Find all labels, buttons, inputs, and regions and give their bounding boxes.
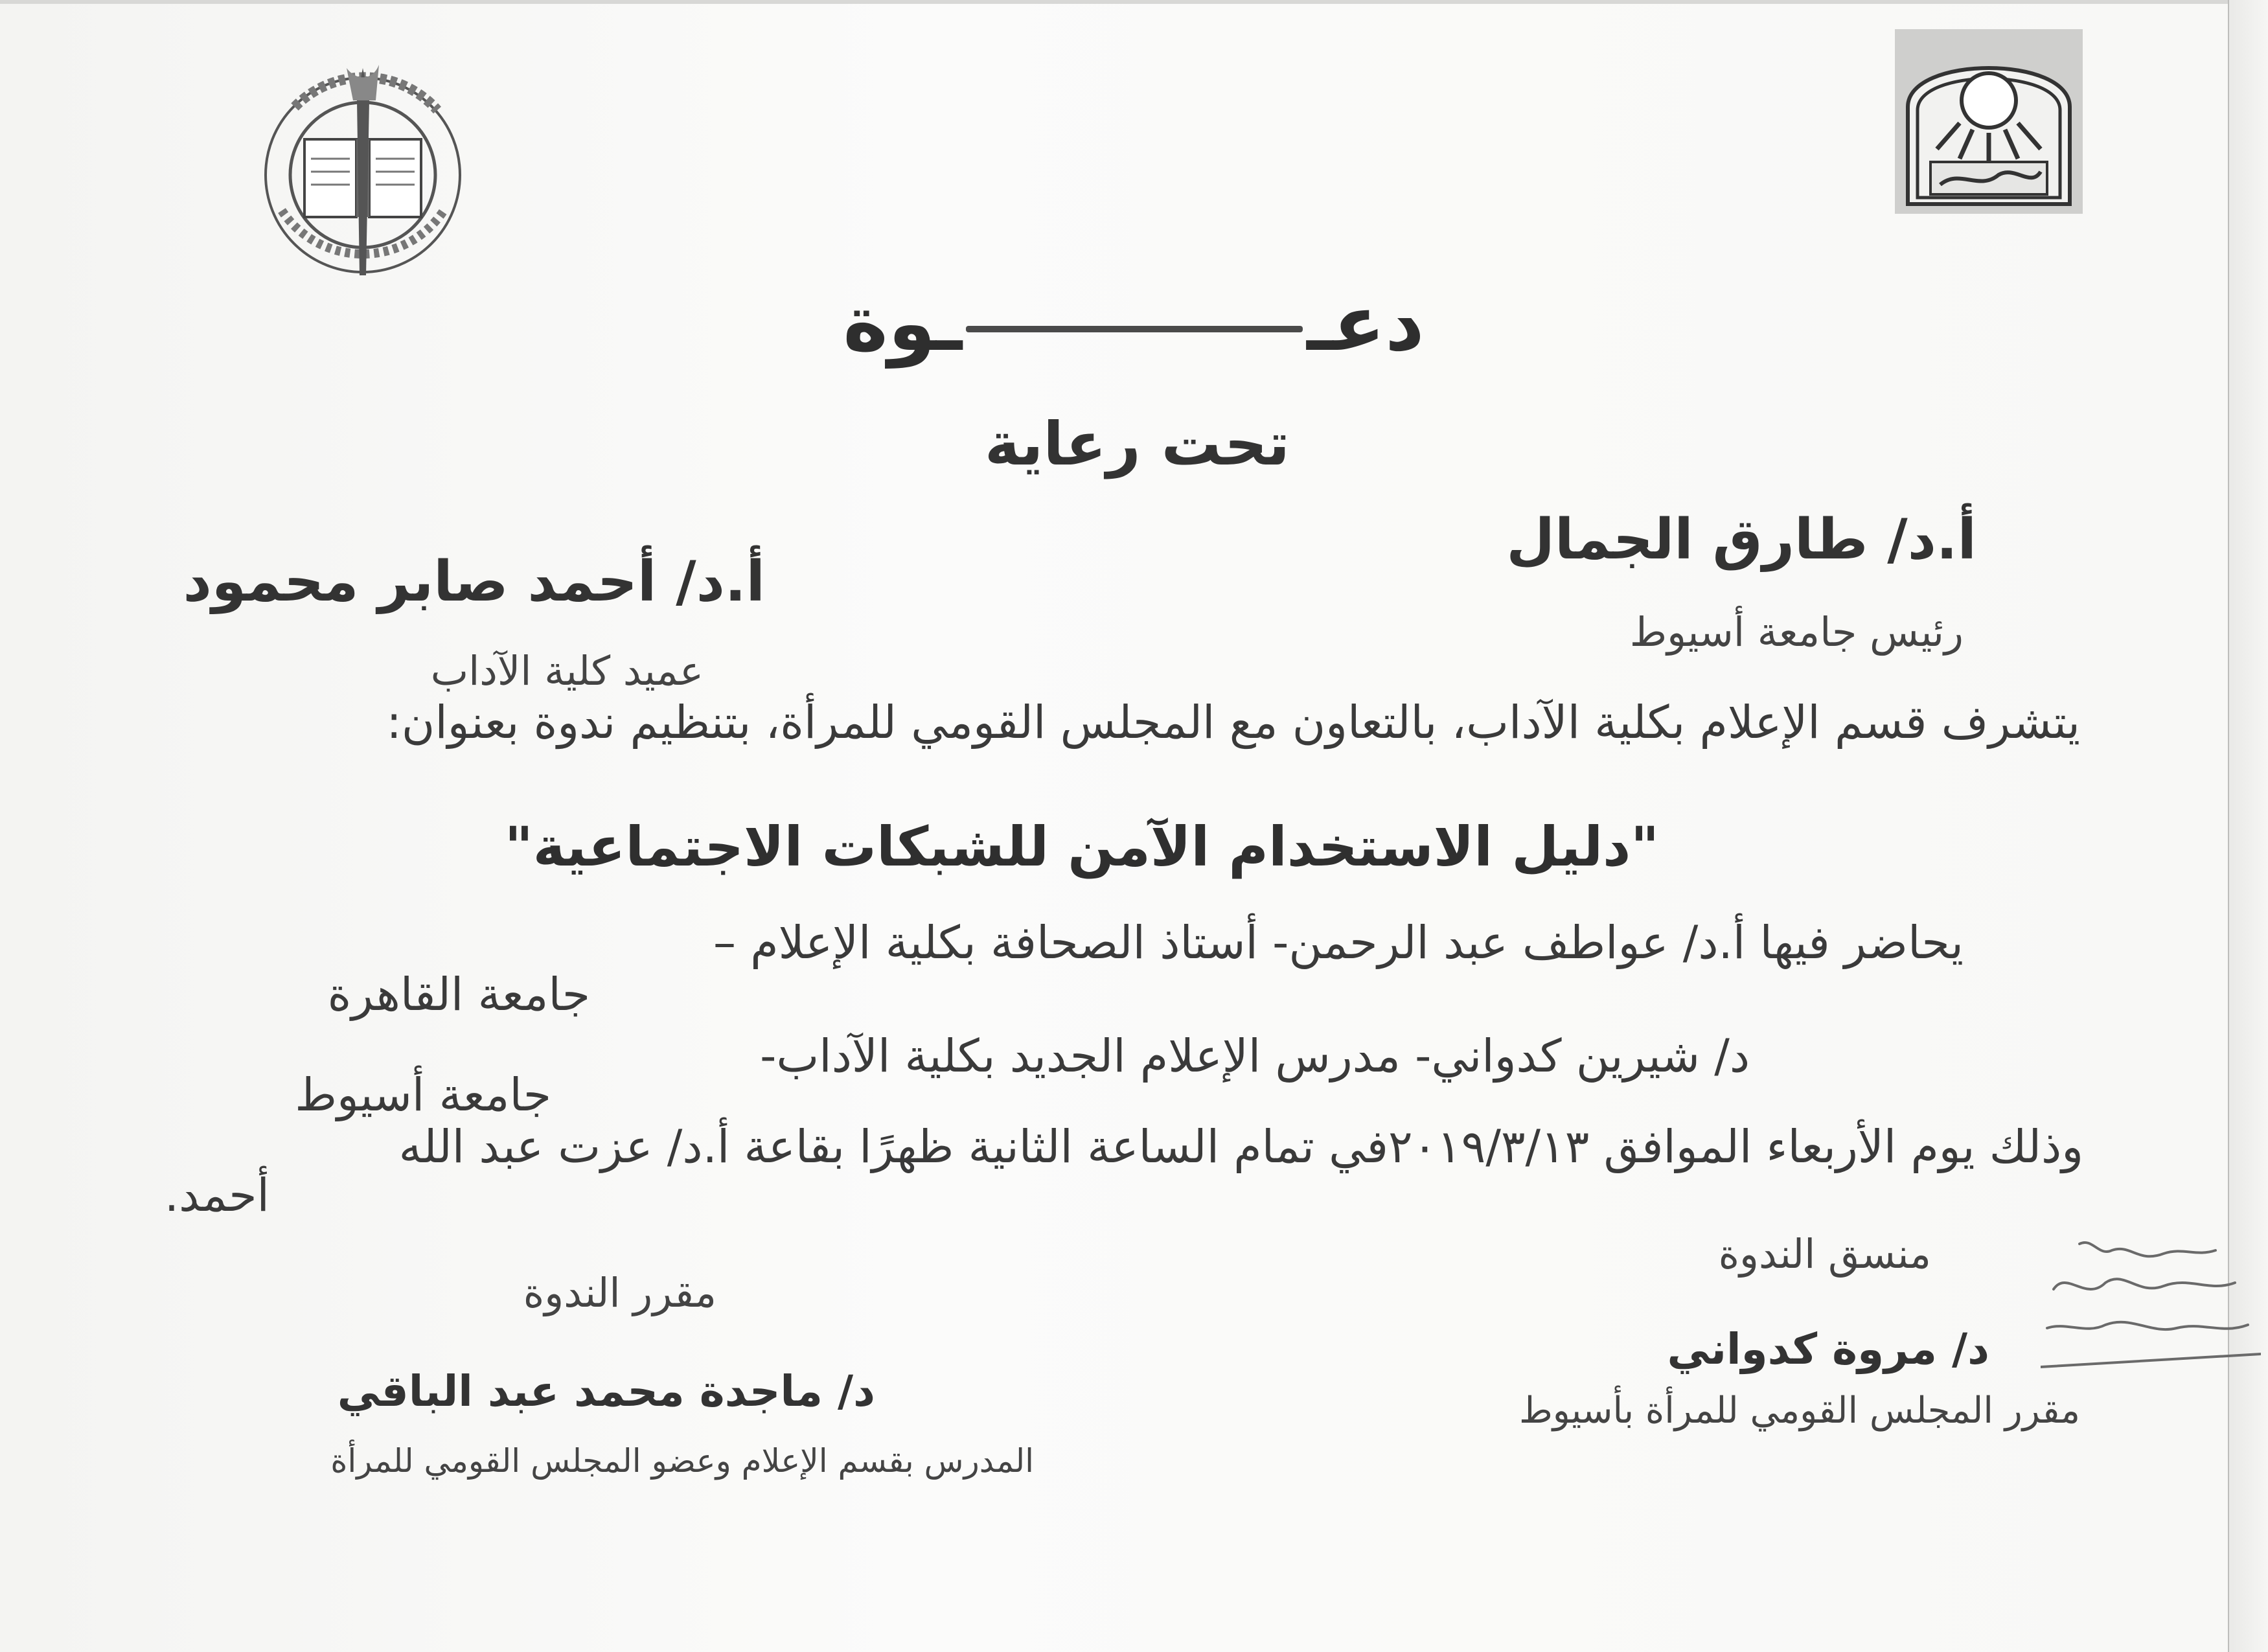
- patronage-heading: تحت رعاية: [985, 409, 1290, 479]
- rapporteur-role: المدرس بقسم الإعلام وعضو المجلس القومي للمرأة: [330, 1442, 1034, 1480]
- rapporteur-name: د/ ماجدة محمد عبد الباقي: [337, 1366, 875, 1416]
- patron-2-role: عميد كلية الآداب: [430, 647, 704, 694]
- faculty-of-arts-logo: [243, 62, 489, 295]
- seminar-topic: "دليل الاستخدام الآمن للشبكات الاجتماعية": [504, 815, 1659, 878]
- assiut-university-logo: [1895, 29, 2083, 214]
- handwritten-annotation: [2041, 1231, 2261, 1399]
- rapporteur-title: مقرر الندوة: [523, 1269, 716, 1316]
- patron-1-role: رئيس جامعة أسيوط: [1629, 608, 1964, 656]
- speaker-2-line-2: جامعة أسيوط: [295, 1068, 551, 1121]
- scan-edge-top: [0, 0, 2268, 4]
- coordinator-role: مقرر المجلس القومي للمرأة بأسيوط: [1518, 1390, 2080, 1432]
- speaker-1-line-1: يحاضر فيها أ.د/ عواطف عبد الرحمن- أستاذ الصحافة بكلية الإعلام –: [713, 916, 1964, 969]
- coordinator-name: د/ مروة كدواني: [1667, 1324, 1989, 1374]
- patron-2-name: أ.د/ أحمد صابر محمود: [183, 549, 765, 614]
- speaker-2-line-1: د/ شيرين كدواني- مدرس الإعلام الجديد بكلية الآداب-: [760, 1029, 1750, 1083]
- intro-text: يتشرف قسم الإعلام بكلية الآداب، بالتعاون مع المجلس القومي للمرأة، بتنظيم ندوة بعنوان:: [386, 696, 2080, 749]
- scan-edge-right: [2229, 0, 2268, 1652]
- date-line-2: أحمد.: [164, 1169, 269, 1222]
- date-line-1: وذلك يوم الأربعاء الموافق ٢٠١٩/٣/١٣في تمام الساعة الثانية ظهرًا بقاعة أ.د/ عزت عبد الله: [398, 1120, 2083, 1173]
- patron-1-name: أ.د/ طارق الجمال: [1506, 507, 1976, 572]
- title-stretch-line: [966, 326, 1303, 332]
- invitation-title: دعــوة: [843, 279, 1425, 368]
- scan-edge-line: [2228, 0, 2229, 1652]
- coordinator-title: منسق الندوة: [1718, 1230, 1931, 1278]
- speaker-1-line-2: جامعة القاهرة: [327, 968, 590, 1021]
